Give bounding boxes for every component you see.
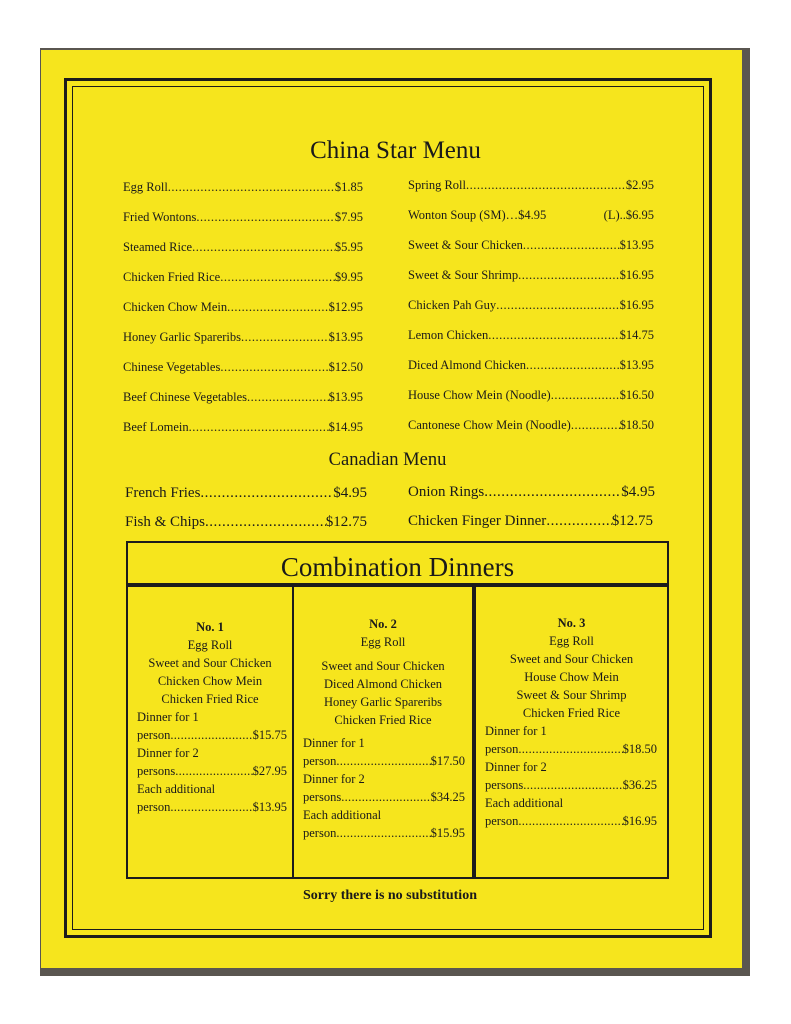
combo-item: Honey Garlic Spareribs [323,695,443,709]
item-name: Steamed Rice [123,240,193,254]
menu-item [408,268,654,283]
item-name: Onion Rings [408,484,485,500]
combo-price-label: Dinner for 2 [485,760,547,774]
combo-heading: No. 3 [557,616,586,630]
combo-price-label: Each additional [303,808,382,822]
item-price: $5.95 [334,240,363,254]
menu-item [123,210,363,225]
item-name: Chinese Vegetables [123,360,221,374]
item-price: $14.75 [619,328,654,342]
item-price: $12.75 [611,513,653,529]
combination-dinners-title: Combination Dinners [126,541,669,585]
menu-item [123,300,363,315]
item-price: $14.95 [328,420,363,434]
menu-item [125,514,367,531]
menu-item [408,358,654,373]
substitution-notice: Sorry there is no substitution [303,888,477,903]
menu-item [408,484,655,501]
combo-item: Egg Roll [187,638,233,652]
combo-price-label: Dinner for 1 [137,710,199,724]
combo-item: House Chow Mein [524,670,619,684]
item-name: Wonton Soup (SM)…$4.95 [408,208,547,222]
item-price: $13.95 [328,390,363,404]
item-name: Chicken Chow Mein [123,300,228,314]
item-name: Chicken Pah Guy [408,298,497,312]
item-name: Diced Almond Chicken [408,358,527,372]
combo-price-label: persons [303,790,342,804]
combo-column-3 [474,585,669,879]
combo-price: $16.95 [622,814,657,828]
combo-heading: No. 2 [369,617,397,631]
item-name: Beef Lomein [123,420,189,434]
item-name: Honey Garlic Spareribs [123,330,242,344]
combo-price-label: person [485,814,519,828]
combo-column-1 [126,585,294,879]
item-name: Sweet & Sour Shrimp [408,268,519,282]
menu-item [123,270,363,285]
item-price: $16.50 [619,388,654,402]
combo-item: Diced Almond Chicken [323,677,443,691]
item-name: Fried Wontons [123,210,197,224]
combo-price: $34.25 [430,790,465,804]
combo-price-label: Each additional [137,782,216,796]
item-price: $9.95 [334,270,363,284]
menu-item [408,208,654,223]
item-name: Sweet & Sour Chicken [408,238,523,252]
item-name: Fish & Chips [125,514,206,530]
item-price: $13.95 [619,358,654,372]
combo-item: Egg Roll [360,635,406,649]
menu-item [123,360,363,375]
menu-item [408,418,654,433]
combo-price-label: person [137,728,171,742]
combo-item: Chicken Fried Rice [522,706,621,720]
combo-price-label: persons [485,778,524,792]
menu-item [123,390,363,405]
combo-item: Chicken Fried Rice [161,692,259,706]
item-name: French Fries [125,485,201,501]
combo-price-label: Dinner for 2 [303,772,365,786]
combo-price: $15.95 [430,826,465,840]
combo-price: $15.75 [252,728,287,742]
combo-item: Chicken Chow Mein [157,674,263,688]
menu-item [123,420,363,435]
menu-item [408,238,654,253]
combo-price: $36.25 [622,778,657,792]
combo-price: $17.50 [430,754,465,768]
combo-item: Egg Roll [549,634,594,648]
menu-item [123,240,363,255]
combo-price-label: Each additional [485,796,564,810]
combo-price: $13.95 [252,800,287,814]
combo-price: $18.50 [622,742,657,756]
item-name: Beef Chinese Vegetables [123,390,248,404]
combo-price-label: person [137,800,171,814]
item-name: Cantonese Chow Mein (Noodle) [408,418,571,432]
menu-item [123,330,363,345]
combo-price-label: Dinner for 2 [137,746,199,760]
item-name: Chicken Fried Rice [123,270,221,284]
item-name: House Chow Mein (Noodle) [408,388,551,402]
combo-price-label: person [485,742,519,756]
item-name: Chicken Finger Dinner [408,513,547,529]
item-price: $12.75 [325,514,367,530]
combo-item: Sweet and Sour Chicken [148,656,272,670]
menu-item [408,388,654,403]
combo-price-label: persons [137,764,176,778]
combo-item: Sweet and Sour Chicken [321,659,445,673]
menu-title: China Star Menu [310,137,481,164]
combo-price-label: Dinner for 1 [303,736,365,750]
item-price: $4.95 [333,485,367,501]
item-price: $13.95 [328,330,363,344]
item-price: $16.95 [619,268,654,282]
combo-heading: No. 1 [196,620,224,634]
combo-item: Chicken Fried Rice [334,713,432,727]
item-price: $1.85 [334,180,363,194]
menu-item [408,328,654,343]
menu-item [123,180,363,195]
item-price: $16.95 [619,298,654,312]
item-price: $2.95 [625,178,654,192]
item-price: (L)..$6.95 [603,208,654,222]
item-price: $12.95 [328,300,363,314]
item-price: $7.95 [334,210,363,224]
combo-price-label: person [303,754,337,768]
item-price: $12.50 [328,360,363,374]
menu-item [408,178,654,193]
item-price: $18.50 [619,418,654,432]
item-price: $4.95 [621,484,655,500]
item-name: Spring Roll [408,178,466,192]
combo-item: Sweet and Sour Chicken [509,652,634,666]
combo-column-2 [292,585,474,879]
item-name: Lemon Chicken [408,328,489,342]
item-price: $13.95 [619,238,654,252]
item-name: Egg Roll [123,180,168,194]
combo-price-label: person [303,826,337,840]
combo-price: $27.95 [252,764,287,778]
combo-price-label: Dinner for 1 [485,724,547,738]
combo-item: Sweet & Sour Shrimp [516,688,627,702]
menu-item [125,485,367,502]
canadian-menu-title: Canadian Menu [328,450,447,470]
menu-item [408,298,654,313]
menu-item [408,513,653,530]
